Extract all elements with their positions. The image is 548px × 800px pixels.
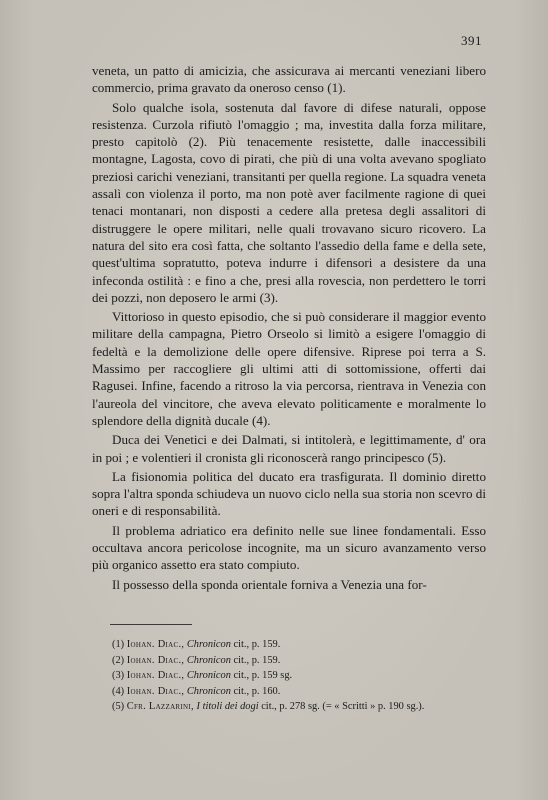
paragraph-5: La fisionomia politica del ducato era trasfigurata. Il dominio diretto sopra l'altra sponda schiudeva un nuovo ciclo nella sua storia non scevro di oneri e di responsabilità. xyxy=(92,468,486,519)
footnote-4 xyxy=(112,684,492,700)
footnote-number: (2) xyxy=(112,654,125,666)
footnote-title: Chronicon xyxy=(186,670,231,682)
paragraph-2: Solo qualche isola, sostenuta dal favore di difese naturali, oppose resistenza. Curzola rifiutò l'omaggio ; ma, investita dalla forza militare, presto capitolò (2). Più tenacemente resistette, dalle inaccessibili montagne, Lagosta, covo di pirati, che più di una volta avevano spogliato preziosi carichi veneziani, transitanti per quella regione. La squadra veneta assalì con violenza il porto, ma non potè aver facilmente ragione di quei tenaci montanari, non disposti a cedere alla pretesa degli assalitori di distruggere le opere militari, nelle quali trovavano sicuro ricovero. La natura del sito era così fatta, che soltanto l'assedio della fame e della sete, quest'ultima sopratutto, poteva indurre i difensori a desistere da una infeconda ostilità : e fino a che, presi alla rovescia, non perdettero le torri dei pozzi, non deposero le armi (3). xyxy=(92,99,486,305)
footnote-author: Iohan. Diac., xyxy=(126,654,185,666)
paragraph-1: veneta, un patto di amicizia, che assicurava ai mercanti veneziani libero commercio, prima gravato da oneroso censo (1). xyxy=(92,63,486,96)
footnote-author: Iohan. Diac., xyxy=(126,639,185,650)
footnote-title: Chronicon xyxy=(186,639,231,650)
footnote-separator xyxy=(110,624,192,625)
footnote-1 xyxy=(112,637,492,653)
footnote-reference: cit., p. 159 sg. xyxy=(230,670,293,682)
footnote-title: I titoli dei dogi xyxy=(196,701,259,713)
body-text xyxy=(92,62,486,593)
footnote-5 xyxy=(112,699,492,715)
footnote-reference: cit., p. 278 sg. (= « Scritti » p. 190 sg.). xyxy=(258,701,425,713)
footnotes xyxy=(112,637,492,715)
footnote-reference: cit., p. 159. xyxy=(230,654,281,666)
paragraph-3: Vittorioso in questo episodio, che si può considerare il maggior evento militare della campagna, Pietro Orseolo si limitò a esigere l'omaggio di fedeltà e la demolizione delle opere difensive. Riprese poi terra a S. Massimo per raccogliere gli ultimi atti di sottomissione, offerti dai Ragusei. Infine, facendo a ritroso la via percorsa, rientrava in Venezia con l'aureola del vincitore, che aveva elevato politicamente e moralmente lo splendore della dignità ducale (4). xyxy=(92,309,486,428)
footnote-number: (5) xyxy=(112,701,125,713)
footnote-2 xyxy=(112,653,492,669)
footnote-reference: cit., p. 159. xyxy=(230,639,281,650)
footnote-3 xyxy=(112,668,492,684)
footnote-author: Cfr. Lazzarini, xyxy=(126,701,194,713)
footnote-title: Chronicon xyxy=(186,654,231,666)
footnote-author: Iohan. Diac., xyxy=(126,670,185,682)
paragraph-6: Il problema adriatico era definito nelle sue linee fondamentali. Esso occultava ancora pericolose incognite, ma un sicuro avanzamento verso più organico assetto era stato compiuto. xyxy=(92,522,486,573)
paragraph-7: Il possesso della sponda orientale forniva a Venezia una for- xyxy=(112,576,427,592)
footnote-number: (4) xyxy=(112,685,125,697)
footnote-title: Chronicon xyxy=(186,685,231,697)
footnote-number: (1) xyxy=(112,639,125,650)
page-number: 391 xyxy=(461,33,482,48)
footnote-reference: cit., p. 160. xyxy=(230,685,281,697)
footnote-author: Iohan. Diac., xyxy=(126,685,185,697)
paragraph-4: Duca dei Venetici e dei Dalmati, si intitolerà, e legittimamente, d' ora in poi ; e volentieri il cronista gli riconoscerà rango principesco (5). xyxy=(92,432,486,465)
footnote-number: (3) xyxy=(112,670,125,682)
